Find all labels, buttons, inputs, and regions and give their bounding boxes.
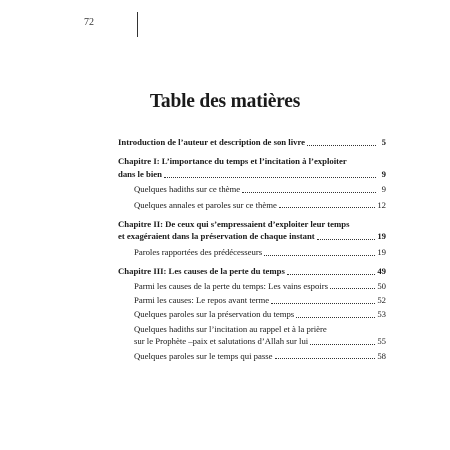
dot-leader: [271, 303, 375, 304]
toc-entry-text: Paroles rapportées des prédécesseurs: [134, 246, 263, 257]
toc-entry-preservation-temps: [118, 308, 386, 320]
dot-leader: [330, 288, 375, 289]
dot-leader: [279, 207, 376, 208]
toc-entry-chapter-2: [118, 218, 386, 243]
dot-leader: [264, 255, 375, 256]
toc-page-number: 50: [377, 280, 386, 291]
toc-page-number: 49: [377, 266, 386, 277]
toc-page-number: 19: [377, 246, 386, 257]
dot-leader: [275, 358, 376, 359]
toc-entry-text: Quelques hadiths sur ce thème: [134, 184, 241, 195]
page-number: 72: [84, 17, 94, 28]
dot-leader: [310, 344, 375, 345]
toc-entry-text: Quelques hadiths sur l’incitation au rappel et à la prière: [134, 323, 327, 334]
toc-entry-text-continued: dans le bien: [118, 168, 162, 179]
toc-entry-text: Quelques paroles sur le temps qui passe: [134, 350, 273, 361]
toc-entry-hadiths-theme: [118, 183, 386, 195]
toc-page-number: 53: [377, 309, 386, 320]
toc-page-number: 9: [381, 184, 386, 195]
toc-entry-text: Chapitre II: De ceux qui s’empressaient d’exploiter leur temps: [118, 219, 350, 230]
toc-entry-text: Quelques annales et paroles sur ce thème: [134, 199, 277, 210]
toc-entry-hadiths-rappel: [118, 323, 386, 348]
dot-leader: [307, 145, 376, 146]
toc-entry-text: Introduction de l’auteur et description de son livre: [118, 137, 306, 147]
dot-leader: [317, 239, 376, 240]
toc-entry-text: Chapitre III: Les causes de la perte du temps: [118, 266, 285, 277]
toc-page-number: 9: [381, 168, 386, 179]
toc-entry-vains-espoirs: [118, 280, 386, 292]
toc-entry-text: Chapitre I: L’importance du temps et l’incitation à l’exploiter: [118, 156, 347, 167]
toc-page-number: 58: [377, 350, 386, 361]
dot-leader: [242, 192, 376, 193]
toc-page-number: 52: [377, 295, 386, 306]
toc-entry-text: Parmi les causes: Le repos avant terme: [134, 295, 270, 306]
header-rule: [137, 12, 138, 37]
toc-entry-text-continued: et exagéraient dans la préservation de chaque instant: [118, 231, 315, 242]
table-of-contents: [118, 136, 386, 362]
toc-entry-repos-avant-terme: [118, 294, 386, 306]
toc-page-number: 55: [377, 336, 386, 347]
toc-entry-annales: [118, 199, 386, 211]
toc-entry-text: Parmi les causes de la perte du temps: Les vains espoirs: [134, 280, 328, 291]
toc-entry-chapter-1: [118, 155, 386, 180]
toc-entry-introduction: [118, 136, 386, 148]
toc-entry-text-continued: sur le Prophète –paix et salutations d’Allah sur lui: [134, 336, 309, 347]
toc-page-number: 19: [377, 231, 386, 242]
toc-entry-paroles-predecesseurs: [118, 246, 386, 258]
dot-leader: [296, 317, 375, 318]
toc-page-number: 12: [377, 199, 386, 210]
toc-entry-chapter-3: [118, 265, 386, 277]
dot-leader: [164, 177, 376, 178]
toc-page-number: 5: [381, 137, 386, 147]
dot-leader: [287, 274, 375, 275]
toc-entry-temps-qui-passe: [118, 350, 386, 362]
toc-entry-text: Quelques paroles sur la préservation du temps: [134, 309, 295, 320]
page-title: Table des matières: [149, 91, 301, 112]
